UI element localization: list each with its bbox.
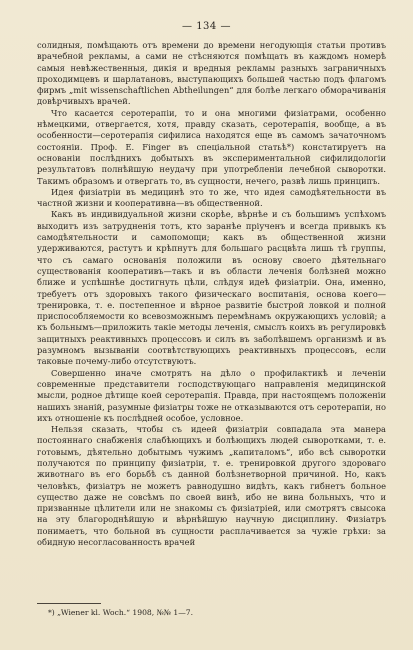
paragraph: Совершенно иначе смотрятъ на дѣло о профилактикѣ и леченіи современные представители господствующаго направленія медицинской мысли, родное дѣтище коей серотерапія. Правда, при настоящемъ положеніи нашихъ знаній, разумные физіатры тоже не отказываются отъ серотерапіи, но ихъ отношеніе къ послѣдней особое, условное. bbox=[37, 367, 386, 423]
paragraph: солидныя, помѣщають отъ времени до времени негодующія статьи противъ врачебной рекламы, а сами не стѣсняются помѣщать въ каждомъ номерѣ самыя невѣжественныя, дикія и вредныя рекламы разныхъ заграничныхъ проходимцевъ и шарлатановъ, выступающихъ большей частью подъ флагомъ фирмъ „mit wissenschaftlichen Abtheilungen“ для болѣе легкаго обморачиванія довѣрчивыхъ врачей. bbox=[37, 40, 386, 107]
body-text bbox=[37, 40, 386, 548]
footnote-divider bbox=[37, 603, 101, 604]
paragraph: Какъ въ индивидуальной жизни скорѣе, вѣрнѣе и съ большимъ успѣхомъ выходитъ изъ затрудненія тотъ, кто заранѣе пріученъ и всегда привыкъ къ самодѣятельности и самопомощи; какъ въ общественной жизни удерживаются, растутъ и крѣпнутъ для большаго расцвѣта лишь тѣ группы, что съ самаго основанія положили въ основу своего дѣятельнаго существованія кооперативъ—такъ и въ области леченія болѣзней можно ближе и успѣшнѣе достигнуть цѣли, слѣдуя идеѣ физіатріи. Она, именно, требуетъ отъ здоровыхъ такого физическаго воспитанія, основа коего—тренировка, т. е. постепенное и вѣрное развитіе быстрой ловкой и полной приспособляемости ко всевозможнымъ перемѣнамъ окружающихъ условій; а къ больнымъ—приложить такіе методы леченія, смыслъ коихъ въ регулировкѣ защитныхъ реактивныхъ процессовъ и силъ въ заболѣвшемъ организмѣ и въ разумномъ вызываніи соотвѣтствующихъ реактивныхъ процессовъ, если таковые почему-либо отсутствуютъ. bbox=[37, 209, 386, 367]
paragraph: Что касается серотерапіи, то и она многими физіатрами, особенно нѣмецкими, отвергается, хотя, правду сказать, серотерапія, вообще, а въ особенности—серотерапія сифилиса находятся еще въ самомъ зачаточномъ состояніи. Проф. E. Finger въ спеціальной статьѣ*) констатируетъ на основаніи послѣднихъ добытыхъ въ экспериментальной сифилидологіи результатовъ полнѣйшую неудачу при употребленіи лечебной сыворотки. Такимъ образомъ и отвергать то, въ сущности, нечего, развѣ лишь принципъ. bbox=[37, 107, 386, 186]
paragraph: Нельзя сказать, чтобы съ идеей физіатріи совпадала эта манера постояннаго снабженія слабѣющихъ и болѣющихъ людей сыворотками, т. е. готовымъ, дѣятельно добытымъ чужимъ „капиталомъ“, ибо всѣ сыворотки получаются по принципу физіатріи, т. е. тренировкой другого здороваго животнаго въ его борьбѣ съ данной болѣзнетворной причиной. Но, какъ человѣкъ, физіатръ не можетъ равнодушно видѣть, какъ гибнетъ больное существо даже не совсѣмъ по своей винѣ, ибо не вина больныхъ, что и призванные цѣлители или не знакомы съ физіатріей, или смотрятъ свысока на эту благороднѣйшую и вѣрнѣйшую научную дисциплину. Физіатръ понимаетъ, что больной въ сущности расплачивается за чужіе грѣхи: за обидную несогласованность врачей bbox=[37, 424, 386, 548]
paragraph: Идея физіатріи въ медицинѣ это то же, что идея самодѣятельности въ частной жизни и кооперативна—въ общественной. bbox=[37, 186, 386, 209]
footnote: *) „Wiener kl. Woch.“ 1908, №№ 1—7. bbox=[48, 608, 194, 617]
page-number: — 134 — bbox=[182, 21, 231, 32]
